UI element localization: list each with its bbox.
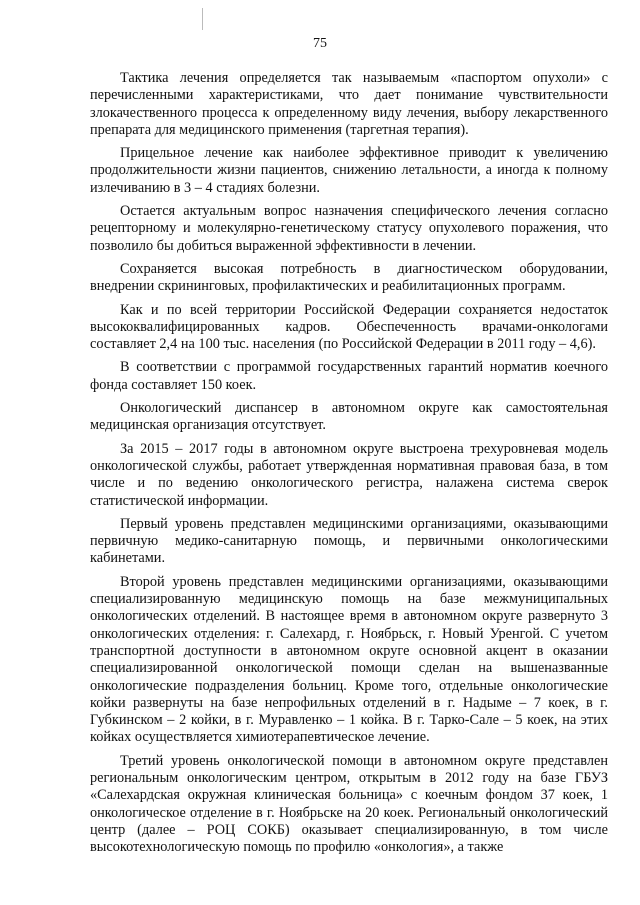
paragraph-targeted-treatment: Прицельное лечение как наиболее эффективное приводит к увеличению продолжительности жизни пациентов, снижению летальности, а иногда к полному излечиванию в 3 – 4 стадиях болезни. bbox=[90, 145, 608, 196]
paragraph-no-dispensary: Онкологический диспансер в автономном округе как самостоятельная медицинская организация отсутствует. bbox=[90, 400, 608, 434]
scan-artifact-line bbox=[202, 8, 203, 30]
body-text bbox=[90, 70, 608, 862]
paragraph-staff-shortage: Как и по всей территории Российской Федерации сохраняется недостаток высококвалифицированных кадров. Обеспеченность врачами-онкологами составляет 2,4 на 100 тыс. населения (по Российской Федерации в 2011 году – 4,6). bbox=[90, 301, 608, 353]
paragraph-specific-treatment: Остается актуальным вопрос назначения специфического лечения согласно рецепторному и молекулярно-генетическому статусу опухолевого поражения, что позволило бы добиться выраженной эффективности в лечении. bbox=[90, 203, 608, 254]
paragraph-second-level: Второй уровень представлен медицинскими организациями, оказывающими специализированную медицинскую помощь на базе межмуниципальных онкологических отделений. В настоящее время в автономном округе развернуто 3 онкологических отделения: г. Салехард, г. Ноябрьск, г. Новый Уренгой. С учетом транспортной доступности в автономном округе основной акцент в оказании специализированной онкологической помощи сделан на вышеназванные онкологические подразделения больниц. Кроме того, отдельные онкологические койки развернуты на базе непрофильных отделений в г. Надыме – 7 коек, в г. Губкинском – 2 койки, в г. Муравленко – 1 койка. В г. Тарко-Сале – 5 коек, на этих койках осуществляется химиотерапевтическое лечение. bbox=[90, 573, 608, 746]
paragraph-bed-norm: В соответствии с программой государственных гарантий норматив коечного фонда составляет 150 коек. bbox=[90, 359, 608, 393]
paragraph-three-level-model: За 2015 – 2017 годы в автономном округе выстроена трехуровневая модель онкологической службы, работает утвержденная нормативная правовая база, в том числе и по ведению онкологического регистра, налажена система сверок статистической информации. bbox=[90, 440, 608, 509]
paragraph-first-level: Первый уровень представлен медицинскими организациями, оказывающими первичную медико-санитарную помощь, и первичными онкологическими кабинетами. bbox=[90, 515, 608, 567]
paragraph-third-level: Третий уровень онкологической помощи в автономном округе представлен региональным онкологическим центром, открытым в 2012 году на базе ГБУЗ «Салехардская окружная клиническая больница» с коечным фондом 37 коек, 1 онкологическое отделение в г. Ноябрьске на 20 коек. Региональный онкологический центр (далее – РОЦ СОКБ) оказывает специализированную, в том числе высокотехнологическую помощь по профилю «онкология», а также bbox=[90, 752, 608, 856]
page-number: 75 bbox=[313, 36, 327, 51]
paragraph-equipment-need: Сохраняется высокая потребность в диагностическом оборудовании, внедрении скрининговых, профилактических и реабилитационных программ. bbox=[90, 260, 608, 295]
paragraph-tactics: Тактика лечения определяется так называемым «паспортом опухоли» с перечисленными характеристиками, что дает понимание чувствительности злокачественного процесса к определенному виду лечения, выбору лекарственного препарата для медицинского применения (таргетная терапия). bbox=[90, 70, 608, 138]
